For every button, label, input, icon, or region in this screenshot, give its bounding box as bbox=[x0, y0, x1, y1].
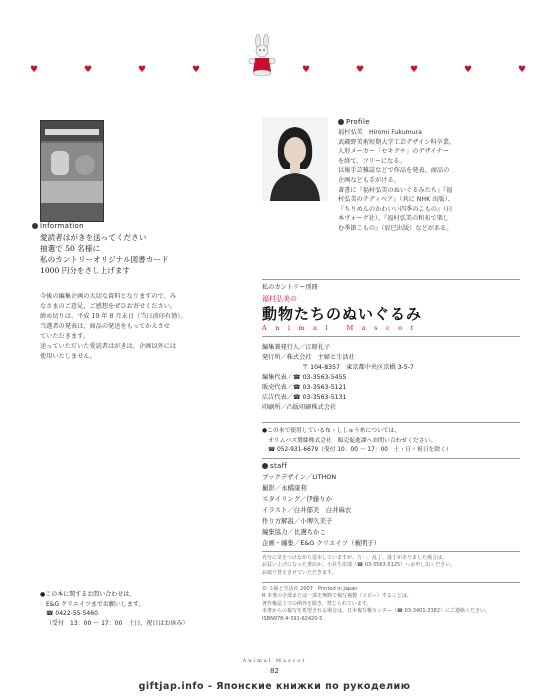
contact-line: （受付 13：00 〜 17：00 土日、祝日はお休み） bbox=[46, 619, 189, 627]
copyright-line: © 主婦と生活社 2007 Printed in Japan bbox=[262, 586, 358, 592]
staff-row: スタイリング／伊藤りか bbox=[262, 495, 333, 503]
heart-icon: ♥ bbox=[30, 65, 39, 75]
fabric-note bbox=[262, 427, 532, 456]
heart-icon: ♥ bbox=[518, 65, 527, 75]
note-line: ●この本で使用している布・ししゅう糸については、 bbox=[262, 428, 401, 434]
staff-row: 作り方解説／小堺久美子 bbox=[262, 517, 333, 525]
staff-row: 編集協力／比護ちかこ bbox=[262, 528, 326, 536]
profile-line: 『ちりめんのかわいい四季のこもの』（日 bbox=[338, 205, 453, 213]
copyright-line: 著作権法上での例外を除き、禁じられています。 bbox=[262, 600, 372, 607]
offer-line: 私のカントリーオリジナル図書カード bbox=[40, 255, 169, 264]
fine-line: 充分に気をつけながら造本していますが、万一、乱丁、落丁がありました場合は、 bbox=[262, 555, 448, 561]
copyright-line: R 本書の全部または一部を無断で複写複製（コピー）することは、 bbox=[262, 593, 412, 600]
staff-list bbox=[262, 472, 522, 549]
note-line: ☎ 052-931-6679（受付 10：00 〜 17：00 土・日・祝日を除く） bbox=[268, 447, 452, 453]
offer-line: 愛読者はがきを送ってください bbox=[40, 233, 147, 242]
watermark: giftjap.info - Японские книжки по рукоделию bbox=[138, 681, 411, 692]
book-series: 私のカントリー別冊 bbox=[262, 284, 318, 291]
offer-line: 抽選で 50 名様に bbox=[40, 244, 101, 253]
heart-icon: ♥ bbox=[356, 65, 365, 75]
author-photo bbox=[262, 117, 328, 201]
credit-row: 広告代表／☎ 03-3563-5131 bbox=[262, 394, 347, 401]
credit-row: 販売代表／☎ 03-3563-5121 bbox=[262, 384, 347, 391]
credit-row: 編集兼発行人／江原礼子 bbox=[262, 344, 331, 351]
credit-row: 〒 104-8357 東京都中央区京橋 3-5-7 bbox=[302, 364, 414, 371]
profile-line: む季節こもの』（辰巳出版）などがある。 bbox=[338, 224, 453, 232]
profile-line: 人形メーカー「セキグチ」のデザイナー bbox=[338, 148, 449, 156]
fine-line: お買い上げになった書店か、小社生産部（☎ 03-3563-5125）へお申し出ください。 bbox=[262, 562, 456, 569]
staff-row: ブックデザイン／LITHON bbox=[262, 473, 337, 481]
running-title: Animal Mascot bbox=[242, 658, 307, 664]
divider bbox=[262, 458, 520, 459]
credit-row: 発行所／株式会社 主婦と生活社 bbox=[262, 354, 355, 361]
offer-line: 1000 円分をさし上げます bbox=[40, 266, 131, 275]
profile-line: 企画なども手がける。 bbox=[338, 176, 400, 184]
heart-icon: ♥ bbox=[192, 65, 201, 75]
profile-heading: Profile bbox=[338, 118, 370, 126]
profile-block bbox=[338, 128, 533, 234]
information-offer bbox=[40, 232, 260, 276]
body-line: 締め切りは、平成 19 年 8 月末日（当日消印有効）。 bbox=[40, 313, 187, 320]
staff-row: 企画・編集／E&G クリエイツ（薮明子） bbox=[262, 539, 381, 547]
credit-row: 印刷所／凸版印刷株式会社 bbox=[262, 404, 337, 411]
profile-line: 以後手芸雑誌などで作品を発表、商品の bbox=[338, 167, 450, 175]
heart-icon: ♥ bbox=[410, 65, 419, 75]
staff-row: イラスト／白井郁美 白井麻衣 bbox=[262, 506, 352, 514]
body-line: 使用いたしません。 bbox=[40, 353, 97, 360]
staff-heading: staff bbox=[262, 462, 287, 470]
page-number: 82 bbox=[270, 667, 279, 675]
divider bbox=[262, 422, 520, 423]
profile-line: 本ヴォーグ社）、『福村弘美の和布で楽し bbox=[338, 215, 450, 223]
profile-line: 武蔵野美術短期大学工芸デザイン科卒業。 bbox=[338, 138, 456, 146]
body-line: ていただきます。 bbox=[40, 333, 90, 340]
book-author: 福村弘美の bbox=[262, 295, 297, 303]
book-title: 動物たちのぬいぐるみ bbox=[262, 305, 423, 323]
book-subtitle: Animal Mascot bbox=[262, 324, 422, 332]
body-line: なさまのご意見、ご感想をぜひお寄せください。 bbox=[40, 303, 177, 310]
isbn: ISBN978-4-391-62420-5 bbox=[262, 615, 323, 622]
staff-row: 撮影／永橋康利 bbox=[262, 484, 307, 492]
profile-name: 福村弘美 Hiromi Fukumura bbox=[338, 129, 422, 136]
profile-line: 村弘美のテディベア』（共に NHK 出版）、 bbox=[338, 196, 454, 204]
credits-list bbox=[262, 343, 522, 413]
contact-line: E&G クリエイツまでお願いします。 bbox=[46, 600, 145, 608]
copyright-block bbox=[262, 586, 542, 623]
magazine-cover-thumbnail bbox=[40, 120, 104, 222]
heart-icon: ♥ bbox=[84, 65, 93, 75]
divider bbox=[262, 279, 520, 280]
fine-print bbox=[262, 555, 532, 577]
note-line: オリムパス製絲株式会社 販売促進課へお問い合わせください。 bbox=[268, 437, 437, 444]
information-body bbox=[40, 292, 255, 362]
rabbit-plush-icon bbox=[245, 34, 279, 78]
copyright-line: 本書からの複写を希望される場合は、日本複写権センター（☎ 03-3401-2382）にご連絡ください。 bbox=[262, 608, 491, 615]
information-heading: Information bbox=[32, 222, 84, 230]
heart-icon: ♥ bbox=[138, 65, 147, 75]
body-line: 今後の編集企画の大切な資料となりますので、み bbox=[40, 293, 176, 300]
contact-block bbox=[40, 590, 255, 628]
bullet-icon bbox=[262, 463, 268, 469]
heart-icon: ♥ bbox=[302, 65, 311, 75]
fine-line: お取り替えさせていただきます。 bbox=[262, 569, 337, 576]
heart-icon: ♥ bbox=[464, 65, 473, 75]
profile-line: を経て、フリーになる。 bbox=[338, 157, 406, 165]
body-line: 当選者の発表は、商品の発送をもってかえさせ bbox=[40, 323, 170, 330]
divider bbox=[262, 336, 520, 337]
bullet-icon bbox=[338, 119, 344, 125]
credit-row: 編集代表／☎ 03-3563-5455 bbox=[262, 374, 347, 381]
contact-line: ●この本に関するお問い合わせは、 bbox=[40, 591, 136, 598]
divider bbox=[262, 582, 520, 583]
body-line: 送っていただいた愛読者はがきは、企画以外には bbox=[40, 343, 177, 350]
contact-phone: ☎ 0422-55-5460 bbox=[46, 610, 98, 617]
bullet-icon bbox=[32, 223, 38, 229]
profile-line: 著書に『福村弘美のぬいぐるみたち』『福 bbox=[338, 186, 453, 194]
divider bbox=[262, 551, 520, 552]
